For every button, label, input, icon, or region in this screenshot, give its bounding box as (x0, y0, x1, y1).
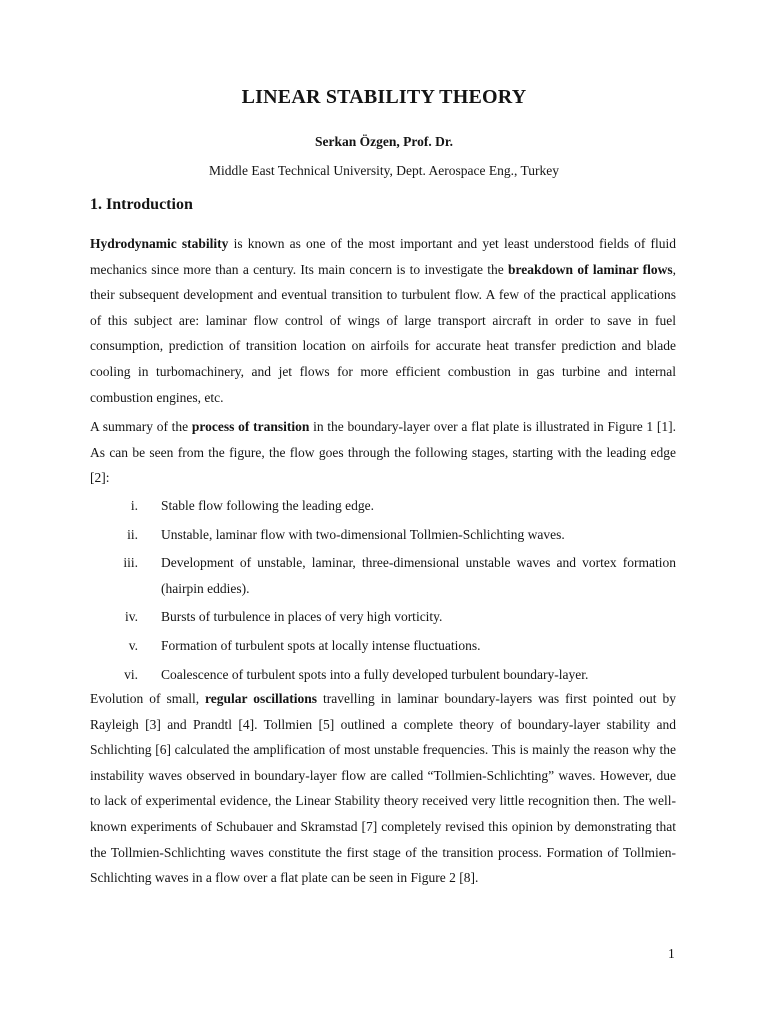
list-text: Formation of turbulent spots at locally intense fluctuations. (161, 637, 481, 653)
paragraph-hydrodynamic-stability (90, 231, 676, 410)
author-affiliation: Middle East Technical University, Dept. Aerospace Eng., Turkey (209, 163, 559, 178)
oscillations-paragraph-block (90, 686, 676, 895)
document-title: LINEAR STABILITY THEORY (241, 86, 527, 108)
list-item (90, 522, 676, 548)
list-text: Coalescence of turbulent spots into a fully developed turbulent boundary-layer. (161, 666, 589, 682)
intro-paragraphs (90, 231, 676, 495)
list-item (90, 604, 676, 630)
list-item (90, 633, 676, 659)
paragraph-text: Evolution of small, (90, 691, 206, 706)
author-name: Serkan Özgen, Prof. Dr. (315, 134, 453, 149)
paragraph-text: A summary of the (90, 419, 192, 435)
bold-term: process of transition (191, 419, 310, 435)
list-text: Stable flow following the leading edge. (161, 498, 374, 513)
list-number: iv. (125, 609, 138, 625)
list-text: Unstable, laminar flow with two-dimensional Tollmien-Schlichting waves. (161, 526, 565, 542)
list-number: ii. (127, 526, 138, 542)
transition-stages-list (90, 493, 676, 690)
list-item (90, 493, 676, 519)
list-number: vi. (124, 666, 138, 682)
paragraph-text: travelling in laminar boundary-layers was first pointed out by Rayleigh [3] and Prandtl [4]. Tollmien [5] outlined a complete theory of boundary-layer stability and Schlichting [6] calculated the amplification of most unstable frequencies. This is mainly the reason why the instability waves observed in boundary-layer flow are called “Tollmien-Schlichting” waves. However, due to lack of experimental evidence, the Linear Stability theory received very little recognition then. The well-known experiments of Schubauer and Skramstad [7] completely revised this opinion by demonstrating that the Tollmien-Schlichting waves constitute the first stage of the transition process. Formation of Tollmien-Schlichting waves in a flow over a flat plate can be seen in Figure 2 [8]. (90, 691, 676, 886)
list-number: iii. (123, 555, 138, 571)
bold-term: regular oscillations (205, 691, 318, 706)
list-item (90, 662, 676, 688)
list-item (90, 550, 676, 601)
bold-term: Hydrodynamic stability (90, 236, 229, 251)
list-text: Bursts of turbulence in places of very high vorticity. (161, 609, 443, 625)
paragraph-text: is known as one of the most important and yet least understood fields of fluid mechanics since more than a century. Its main concern is to investigate the (90, 236, 676, 277)
paragraph-transition-summary (90, 414, 676, 491)
section-heading: 1. Introduction (90, 196, 193, 213)
list-text: Development of unstable, laminar, three-dimensional unstable waves and vortex formation (hairpin eddies). (161, 555, 676, 596)
bold-term: breakdown of laminar flows (508, 261, 673, 277)
page-number: 1 (668, 946, 675, 961)
paragraph-text: , their subsequent development and eventual transition to turbulent flow. A few of the practical applications of this subject are: laminar flow control of wings of large transport aircraft in order to save in fuel consumption, prediction of transition location on airfoils for accurate heat transfer prediction and blade cooling in turbomachinery, and jet flows for more efficient combustion in gas turbine and internal combustion engines, etc. (90, 261, 677, 405)
paragraph-regular-oscillations (90, 686, 676, 891)
list-number: v. (128, 637, 138, 653)
list-number: i. (130, 498, 138, 513)
paragraph-text: in the boundary-layer over a flat plate is illustrated in Figure 1 [1]. As can be seen from the figure, the flow goes through the following stages, starting with the leading edge [2]: (90, 419, 677, 486)
